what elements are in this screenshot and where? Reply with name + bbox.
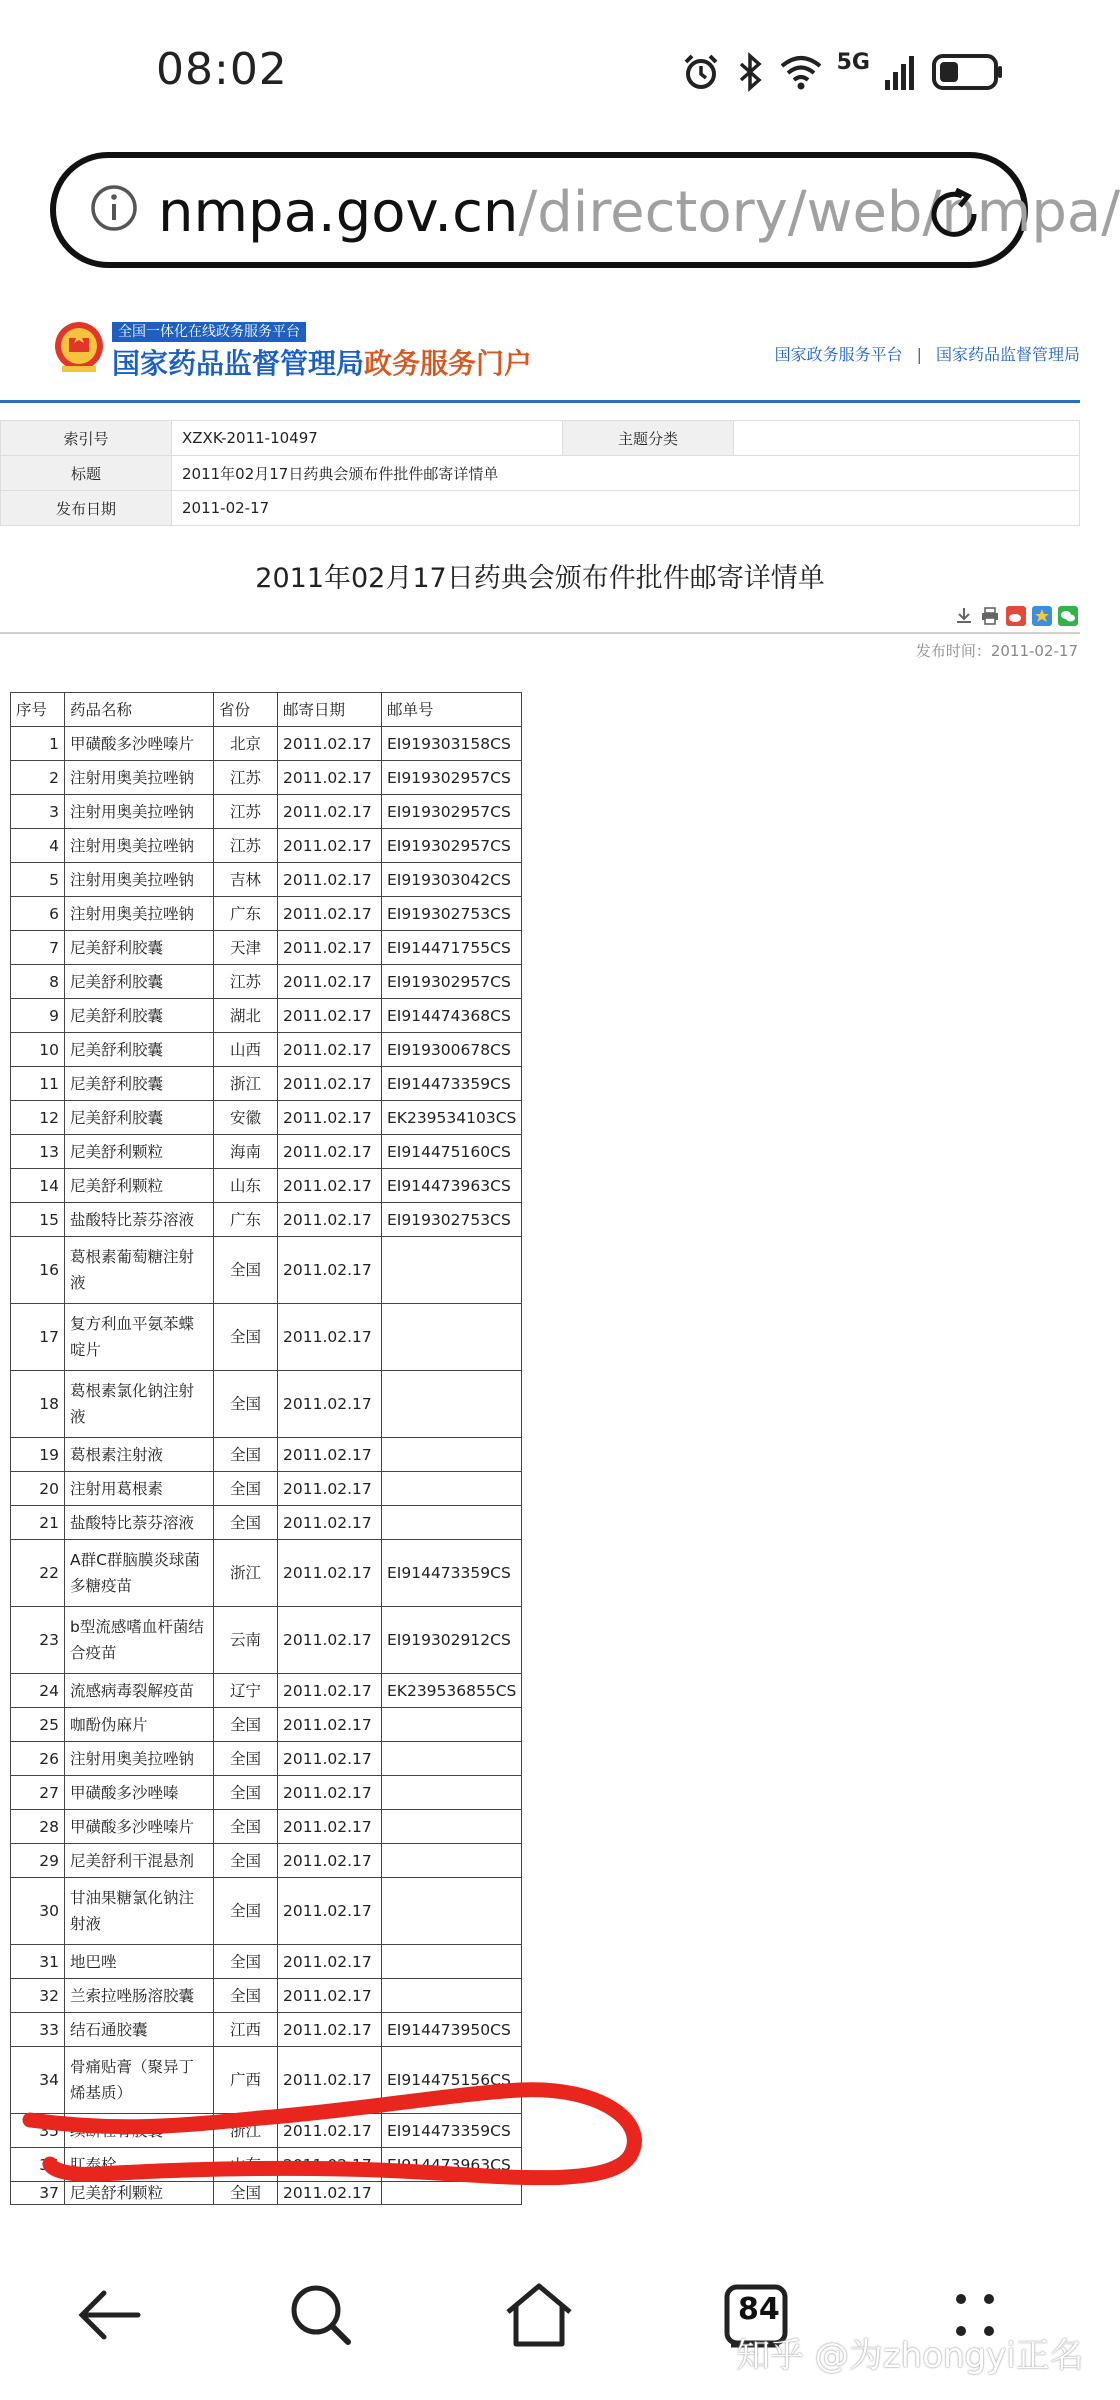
cell-no: 17 <box>11 1304 65 1371</box>
cell-tracking-no: EI914473963CS <box>382 2148 522 2182</box>
cell-no: 20 <box>11 1472 65 1506</box>
cell-tracking-no <box>382 1237 522 1304</box>
info-icon[interactable] <box>88 182 140 234</box>
cell-tracking-no <box>382 1776 522 1810</box>
cell-no: 26 <box>11 1742 65 1776</box>
cell-mail-date: 2011.02.17 <box>278 2114 382 2148</box>
site-title-suffix: 政务服务门户 <box>364 347 533 380</box>
cell-drug-name: 兰索拉唑肠溶胶囊 <box>65 1979 214 2013</box>
cell-mail-date: 2011.02.17 <box>278 829 382 863</box>
cell-province: 江苏 <box>214 761 278 795</box>
cell-mail-date: 2011.02.17 <box>278 1674 382 1708</box>
table-row <box>11 1674 522 1708</box>
cell-mail-date: 2011.02.17 <box>278 863 382 897</box>
cell-province: 全国 <box>214 1776 278 1810</box>
cell-mail-date: 2011.02.17 <box>278 965 382 999</box>
cell-province: 海南 <box>214 1135 278 1169</box>
cell-no: 21 <box>11 1506 65 1540</box>
url-text[interactable] <box>158 178 1120 248</box>
table-row <box>11 1135 522 1169</box>
cell-mail-date: 2011.02.17 <box>278 999 382 1033</box>
weibo-icon[interactable] <box>1006 606 1026 626</box>
cell-mail-date: 2011.02.17 <box>278 1472 382 1506</box>
table-row <box>11 1742 522 1776</box>
table-header-row <box>11 693 522 727</box>
drug-table-body <box>11 693 522 2205</box>
cell-drug-name: 尼美舒利颗粒 <box>65 2182 214 2205</box>
cell-drug-name: 结石通胶囊 <box>65 2013 214 2047</box>
cell-province: 天津 <box>214 931 278 965</box>
column-header-date: 邮寄日期 <box>278 693 382 727</box>
cell-tracking-no: EI919303042CS <box>382 863 522 897</box>
cell-drug-name: 盐酸特比萘芬溶液 <box>65 1203 214 1237</box>
cell-drug-name: 尼美舒利胶囊 <box>65 965 214 999</box>
header-links <box>775 342 1080 365</box>
cell-province: 江西 <box>214 2013 278 2047</box>
cell-drug-name: 尼美舒利颗粒 <box>65 1169 214 1203</box>
cell-tracking-no: EI914473950CS <box>382 2013 522 2047</box>
cell-mail-date: 2011.02.17 <box>278 2182 382 2205</box>
cell-mail-date: 2011.02.17 <box>278 1810 382 1844</box>
cell-province: 云南 <box>214 1607 278 1674</box>
meta-row-title <box>1 456 1080 491</box>
cell-tracking-no <box>382 1438 522 1472</box>
cell-mail-date: 2011.02.17 <box>278 1776 382 1810</box>
cell-mail-date: 2011.02.17 <box>278 2047 382 2114</box>
cell-province: 浙江 <box>214 1540 278 1607</box>
cell-province: 山东 <box>214 1169 278 1203</box>
cell-province: 全国 <box>214 1844 278 1878</box>
download-icon[interactable] <box>954 606 974 626</box>
status-bar <box>0 0 1080 140</box>
cell-no: 28 <box>11 1810 65 1844</box>
cell-mail-date: 2011.02.17 <box>278 1304 382 1371</box>
site-title-main: 国家药品监督管理局 <box>112 347 365 380</box>
cell-mail-date: 2011.02.17 <box>278 1371 382 1438</box>
cell-province: 全国 <box>214 1878 278 1945</box>
cell-tracking-no: EI914473359CS <box>382 1067 522 1101</box>
column-header-no: 序号 <box>11 693 65 727</box>
cell-drug-name: 注射用奥美拉唑钠 <box>65 1742 214 1776</box>
cell-mail-date: 2011.02.17 <box>278 795 382 829</box>
cell-mail-date: 2011.02.17 <box>278 1878 382 1945</box>
cell-mail-date: 2011.02.17 <box>278 931 382 965</box>
meta-value-title: 2011年02月17日药典会颁布件批件邮寄详情单 <box>172 456 1080 491</box>
cell-tracking-no <box>382 1708 522 1742</box>
cell-mail-date: 2011.02.17 <box>278 1742 382 1776</box>
column-header-prov: 省份 <box>214 693 278 727</box>
national-emblem-icon <box>52 318 106 378</box>
cell-no: 25 <box>11 1708 65 1742</box>
address-bar[interactable] <box>50 152 1120 268</box>
cell-tracking-no <box>382 1304 522 1371</box>
table-row <box>11 1708 522 1742</box>
table-row <box>11 999 522 1033</box>
tab-count: 84 <box>738 2292 780 2327</box>
cell-province: 全国 <box>214 1371 278 1438</box>
cell-mail-date: 2011.02.17 <box>278 1844 382 1878</box>
cell-tracking-no: EI914473359CS <box>382 1540 522 1607</box>
print-icon[interactable] <box>980 606 1000 626</box>
back-icon <box>74 2285 144 2345</box>
meta-value-category <box>734 421 1080 456</box>
cell-mail-date: 2011.02.17 <box>278 1540 382 1607</box>
meta-value-index: XZXK-2011-10497 <box>172 421 563 456</box>
cell-drug-name: 注射用奥美拉唑钠 <box>65 829 214 863</box>
cell-mail-date: 2011.02.17 <box>278 761 382 795</box>
column-header-mail: 邮单号 <box>382 693 522 727</box>
wechat-icon[interactable] <box>1058 606 1078 626</box>
cell-mail-date: 2011.02.17 <box>278 1708 382 1742</box>
cell-drug-name: 甲磺酸多沙唑嗪片 <box>65 727 214 761</box>
meta-label-date: 发布日期 <box>1 491 172 526</box>
table-row <box>11 1945 522 1979</box>
cell-province: 北京 <box>214 727 278 761</box>
table-row <box>11 1033 522 1067</box>
article-tools <box>954 606 1078 626</box>
status-time: 08:02 <box>156 44 288 95</box>
table-row <box>11 761 522 795</box>
search-icon <box>286 2280 356 2350</box>
search-button[interactable] <box>276 2270 366 2360</box>
meta-row-index <box>1 421 1080 456</box>
cell-mail-date: 2011.02.17 <box>278 1438 382 1472</box>
article-title: 2011年02月17日药典会颁布件批件邮寄详情单 <box>255 563 825 594</box>
site-header <box>0 300 1080 403</box>
cell-tracking-no: EI914475156CS <box>382 2047 522 2114</box>
cell-no: 10 <box>11 1033 65 1067</box>
meta-table <box>0 420 1080 526</box>
meta-value-date: 2011-02-17 <box>172 491 1080 526</box>
cell-province: 江苏 <box>214 965 278 999</box>
cell-no: 27 <box>11 1776 65 1810</box>
cell-tracking-no <box>382 1472 522 1506</box>
cell-tracking-no: EI914475160CS <box>382 1135 522 1169</box>
cell-province: 广西 <box>214 2047 278 2114</box>
cell-no: 29 <box>11 1844 65 1878</box>
meta-label-index: 索引号 <box>1 421 172 456</box>
cell-tracking-no <box>382 1506 522 1540</box>
cell-drug-name: 甲磺酸多沙唑嗪片 <box>65 1810 214 1844</box>
cell-no: 2 <box>11 761 65 795</box>
cell-drug-name: 续断壮骨胶囊 <box>65 2114 214 2148</box>
cell-tracking-no: EI919302753CS <box>382 897 522 931</box>
cell-tracking-no: EI919302912CS <box>382 1607 522 1674</box>
cell-province: 全国 <box>214 1438 278 1472</box>
cell-no: 33 <box>11 2013 65 2047</box>
cell-tracking-no <box>382 1979 522 2013</box>
title-divider <box>0 632 1080 634</box>
cell-province: 江苏 <box>214 829 278 863</box>
cell-drug-name: 注射用奥美拉唑钠 <box>65 795 214 829</box>
battery-icon <box>932 52 1004 92</box>
table-row <box>11 2182 522 2205</box>
cell-drug-name: 甲磺酸多沙唑嗪 <box>65 1776 214 1810</box>
cell-drug-name: 骨痛贴膏（聚异丁烯基质） <box>65 2047 214 2114</box>
signal-icon <box>884 52 918 92</box>
table-row <box>11 1237 522 1304</box>
cell-drug-name: 盐酸特比萘芬溶液 <box>65 1506 214 1540</box>
cell-tracking-no: EI919302957CS <box>382 829 522 863</box>
table-row <box>11 863 522 897</box>
cell-no: 13 <box>11 1135 65 1169</box>
cell-tracking-no <box>382 1810 522 1844</box>
cell-drug-name: 流感病毒裂解疫苗 <box>65 1674 214 1708</box>
table-row <box>11 2114 522 2148</box>
cell-province: 全国 <box>214 1742 278 1776</box>
cell-no: 1 <box>11 727 65 761</box>
cell-no: 36 <box>11 2148 65 2182</box>
cell-drug-name: 注射用奥美拉唑钠 <box>65 897 214 931</box>
cell-province: 浙江 <box>214 2114 278 2148</box>
cell-mail-date: 2011.02.17 <box>278 1169 382 1203</box>
cell-province: 浙江 <box>214 1067 278 1101</box>
cell-no: 15 <box>11 1203 65 1237</box>
alarm-icon <box>681 52 721 92</box>
cell-tracking-no: EI919302957CS <box>382 965 522 999</box>
table-row <box>11 1438 522 1472</box>
cell-no: 30 <box>11 1878 65 1945</box>
cell-province: 安徽 <box>214 1101 278 1135</box>
cell-no: 16 <box>11 1237 65 1304</box>
qzone-icon[interactable] <box>1032 606 1052 626</box>
cell-mail-date: 2011.02.17 <box>278 1101 382 1135</box>
cell-mail-date: 2011.02.17 <box>278 2148 382 2182</box>
cell-no: 8 <box>11 965 65 999</box>
cell-province: 广东 <box>214 1203 278 1237</box>
cell-drug-name: 甘油果糖氯化钠注射液 <box>65 1878 214 1945</box>
cell-drug-name: b型流感嗜血杆菌结合疫苗 <box>65 1607 214 1674</box>
cell-mail-date: 2011.02.17 <box>278 1979 382 2013</box>
cell-no: 34 <box>11 2047 65 2114</box>
cell-tracking-no: EI914473359CS <box>382 2114 522 2148</box>
cell-drug-name: 葛根素氯化钠注射液 <box>65 1371 214 1438</box>
cell-tracking-no: EI914473963CS <box>382 1169 522 1203</box>
table-row <box>11 897 522 931</box>
back-button[interactable] <box>64 2270 154 2360</box>
cell-no: 3 <box>11 795 65 829</box>
cell-mail-date: 2011.02.17 <box>278 1033 382 1067</box>
cell-mail-date: 2011.02.17 <box>278 897 382 931</box>
cell-tracking-no: EK239534103CS <box>382 1101 522 1135</box>
cell-province: 江苏 <box>214 795 278 829</box>
cell-tracking-no: EK239536855CS <box>382 1674 522 1708</box>
cell-no: 12 <box>11 1101 65 1135</box>
cell-drug-name: 注射用奥美拉唑钠 <box>65 863 214 897</box>
cell-tracking-no: EI919302753CS <box>382 1203 522 1237</box>
cell-drug-name: 尼美舒利胶囊 <box>65 999 214 1033</box>
table-row <box>11 1844 522 1878</box>
table-row <box>11 2148 522 2182</box>
table-row <box>11 1203 522 1237</box>
wifi-icon <box>779 52 823 92</box>
table-row <box>11 795 522 829</box>
cell-drug-name: 尼美舒利颗粒 <box>65 1135 214 1169</box>
cell-province: 全国 <box>214 1304 278 1371</box>
cell-tracking-no <box>382 1945 522 1979</box>
cell-province: 辽宁 <box>214 1674 278 1708</box>
network-label: 5G <box>836 49 870 75</box>
cell-province: 山东 <box>214 2148 278 2182</box>
cell-drug-name: 地巴唑 <box>65 1945 214 1979</box>
cell-province: 全国 <box>214 1708 278 1742</box>
cell-province: 吉林 <box>214 863 278 897</box>
cell-mail-date: 2011.02.17 <box>278 1237 382 1304</box>
cell-tracking-no <box>382 2182 522 2205</box>
table-row <box>11 965 522 999</box>
cell-province: 全国 <box>214 1472 278 1506</box>
cell-mail-date: 2011.02.17 <box>278 1506 382 1540</box>
cell-tracking-no: EI919300678CS <box>382 1033 522 1067</box>
meta-row-date <box>1 491 1080 526</box>
table-row <box>11 1067 522 1101</box>
cell-no: 5 <box>11 863 65 897</box>
cell-no: 18 <box>11 1371 65 1438</box>
cell-drug-name: 尼美舒利胶囊 <box>65 1033 214 1067</box>
cell-province: 全国 <box>214 1979 278 2013</box>
header-link-separator: | <box>916 345 922 364</box>
table-row <box>11 1371 522 1438</box>
cell-no: 19 <box>11 1438 65 1472</box>
cell-mail-date: 2011.02.17 <box>278 1945 382 1979</box>
table-row <box>11 1506 522 1540</box>
table-row <box>11 931 522 965</box>
cell-drug-name: 肛泰栓 <box>65 2148 214 2182</box>
table-row <box>11 1101 522 1135</box>
cell-tracking-no: EI919302957CS <box>382 795 522 829</box>
table-row <box>11 1472 522 1506</box>
url-path: /directory/web/nmpa/ <box>518 180 1120 245</box>
cell-tracking-no: EI919302957CS <box>382 761 522 795</box>
cell-mail-date: 2011.02.17 <box>278 1203 382 1237</box>
table-row <box>11 1540 522 1607</box>
cell-no: 11 <box>11 1067 65 1101</box>
url-host: nmpa.gov.cn <box>158 180 519 245</box>
cell-no: 9 <box>11 999 65 1033</box>
cell-province: 全国 <box>214 1810 278 1844</box>
home-button[interactable] <box>494 2270 584 2360</box>
cell-no: 6 <box>11 897 65 931</box>
table-row <box>11 1607 522 1674</box>
cell-drug-name: 尼美舒利胶囊 <box>65 931 214 965</box>
cell-tracking-no <box>382 1844 522 1878</box>
cell-no: 24 <box>11 1674 65 1708</box>
site-subtitle: 全国一体化在线政务服务平台 <box>112 322 306 342</box>
cell-drug-name: 复方利血平氨苯蝶啶片 <box>65 1304 214 1371</box>
cell-drug-name: A群C群脑膜炎球菌多糖疫苗 <box>65 1540 214 1607</box>
cell-tracking-no <box>382 1878 522 1945</box>
table-row <box>11 1810 522 1844</box>
cell-mail-date: 2011.02.17 <box>278 1607 382 1674</box>
cell-no: 22 <box>11 1540 65 1607</box>
table-row <box>11 829 522 863</box>
meta-label-category: 主题分类 <box>563 421 734 456</box>
publish-time: 发布时间：2011-02-17 <box>915 642 1078 660</box>
watermark: 知乎 @为zhongyi正名 <box>736 2336 1084 2376</box>
header-link-nmpa[interactable]: 国家药品监督管理局 <box>935 345 1080 364</box>
cell-drug-name: 注射用奥美拉唑钠 <box>65 761 214 795</box>
cell-no: 32 <box>11 1979 65 2013</box>
cell-tracking-no: EI914474368CS <box>382 999 522 1033</box>
cell-no: 31 <box>11 1945 65 1979</box>
cell-tracking-no: EI919303158CS <box>382 727 522 761</box>
cell-drug-name: 葛根素葡萄糖注射液 <box>65 1237 214 1304</box>
table-row <box>11 1776 522 1810</box>
cell-no: 23 <box>11 1607 65 1674</box>
table-row <box>11 1878 522 1945</box>
status-icons <box>681 48 1004 96</box>
cell-drug-name: 咖酚伪麻片 <box>65 1708 214 1742</box>
column-header-name: 药品名称 <box>65 693 214 727</box>
header-link-gov-service[interactable]: 国家政务服务平台 <box>774 345 903 364</box>
cell-drug-name: 尼美舒利胶囊 <box>65 1067 214 1101</box>
cell-province: 广东 <box>214 897 278 931</box>
table-row <box>11 1304 522 1371</box>
meta-label-title: 标题 <box>1 456 172 491</box>
cell-no: 35 <box>11 2114 65 2148</box>
cell-province: 全国 <box>214 1237 278 1304</box>
cell-drug-name: 尼美舒利干混悬剂 <box>65 1844 214 1878</box>
table-row <box>11 1169 522 1203</box>
cell-drug-name: 尼美舒利胶囊 <box>65 1101 214 1135</box>
cell-province: 全国 <box>214 2182 278 2205</box>
cell-mail-date: 2011.02.17 <box>278 1135 382 1169</box>
cell-no: 14 <box>11 1169 65 1203</box>
site-title[interactable] <box>112 342 532 382</box>
cell-no: 7 <box>11 931 65 965</box>
cell-province: 湖北 <box>214 999 278 1033</box>
cell-drug-name: 注射用葛根素 <box>65 1472 214 1506</box>
cell-province: 山西 <box>214 1033 278 1067</box>
cell-no: 4 <box>11 829 65 863</box>
cell-mail-date: 2011.02.17 <box>278 1067 382 1101</box>
cell-tracking-no: EI914471755CS <box>382 931 522 965</box>
cell-province: 全国 <box>214 1506 278 1540</box>
cell-province: 全国 <box>214 1945 278 1979</box>
cell-mail-date: 2011.02.17 <box>278 727 382 761</box>
table-row <box>11 2047 522 2114</box>
drug-table <box>10 692 522 2205</box>
cell-tracking-no <box>382 1742 522 1776</box>
home-icon <box>502 2280 576 2350</box>
table-row <box>11 2013 522 2047</box>
table-row <box>11 1979 522 2013</box>
cell-tracking-no <box>382 1371 522 1438</box>
bluetooth-icon <box>735 52 765 92</box>
cell-no: 37 <box>11 2182 65 2205</box>
reload-icon[interactable] <box>924 184 984 244</box>
cell-mail-date: 2011.02.17 <box>278 2013 382 2047</box>
table-row <box>11 727 522 761</box>
cell-drug-name: 葛根素注射液 <box>65 1438 214 1472</box>
